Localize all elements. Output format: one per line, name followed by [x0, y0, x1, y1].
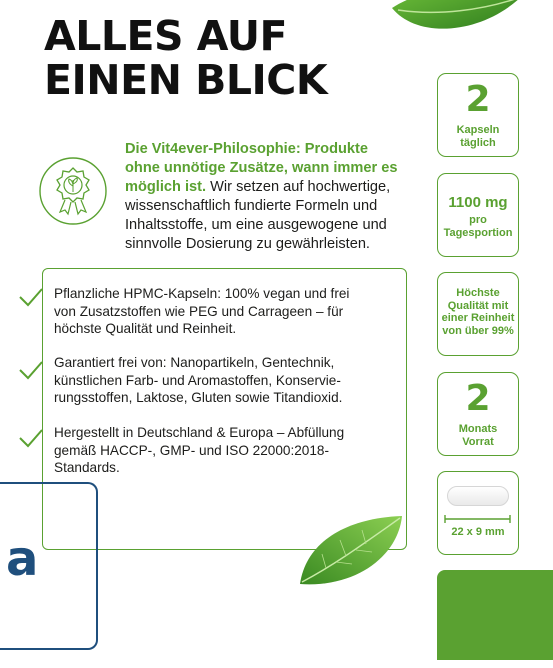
badge-daily-dose: [437, 173, 519, 257]
dose-value: 1100 mg: [448, 194, 508, 211]
badge-purity: [437, 272, 519, 356]
badge-monthly-supply: [437, 372, 519, 456]
capsules-label-2: täglich: [460, 136, 496, 149]
capsules-value: 2: [465, 79, 491, 120]
brand-logo-letter: a: [6, 531, 39, 587]
dimension-line-icon: [444, 515, 511, 523]
purity-line-2: Qualität mit: [447, 299, 509, 312]
check-icon: [18, 287, 44, 307]
philosophy-highlight: Die Vit4ever-Philosophie: Produkte ohne unnötige Zusätze, wann immer es möglich ist.: [125, 141, 398, 195]
supply-label-1: Monats: [458, 423, 498, 435]
purity-line-3: einer Reinheit: [441, 312, 515, 324]
feature-item-2: Garantiert frei von: Nanopartikeln, Gentechnik, künstlichen Farb- und Aromastoffen, Konservie-rungsstoffen, Laktose, Gluten sowie Titandioxid.: [54, 355, 343, 405]
leaf-icon: [296, 512, 406, 590]
philosophy-body: Wir setzen auf hochwertige, wissenschaftlich fundierte Formeln und Inhaltsstoffe, um eine ausgewogene und sinnvolle Dosierung zu gewährleisten.: [125, 179, 391, 252]
title-line-2: EINEN BLICK: [44, 56, 328, 104]
check-icon: [18, 360, 44, 380]
supply-value: 2: [465, 378, 491, 419]
leaf-icon: [388, 0, 528, 34]
feature-item-1: Pflanzliche HPMC-Kapseln: 100% vegan und frei von Zusatzstoffen wie PEG und Carrageen – für höchste Qualität und Reinheit.: [54, 286, 350, 336]
page-title: [44, 14, 327, 102]
purity-line-1: Höchste: [456, 287, 500, 299]
capsules-label-1: Kapseln: [456, 124, 500, 136]
dose-label-2: Tagesportion: [443, 226, 513, 239]
title-line-1: ALLES AUF: [44, 12, 288, 60]
feature-item-3: Hergestellt in Deutschland & Europa – Abfüllung gemäß HACCP-, GMP- und ISO 22000:2018-Standards.: [54, 425, 345, 475]
dose-label-1: pro: [469, 214, 487, 226]
check-icon: [18, 428, 44, 448]
badge-capsules-daily: [437, 73, 519, 157]
badge-capsule-size: [437, 471, 519, 555]
rosette-leaf-icon: [38, 156, 108, 226]
supply-label-2: Vorrat: [462, 435, 494, 448]
green-accent-block: [437, 570, 553, 660]
philosophy-text: [125, 140, 405, 254]
capsule-icon: [447, 486, 509, 506]
capsule-size-value: 22 x 9 mm: [451, 526, 505, 538]
purity-line-4: von über 99%: [442, 324, 514, 337]
